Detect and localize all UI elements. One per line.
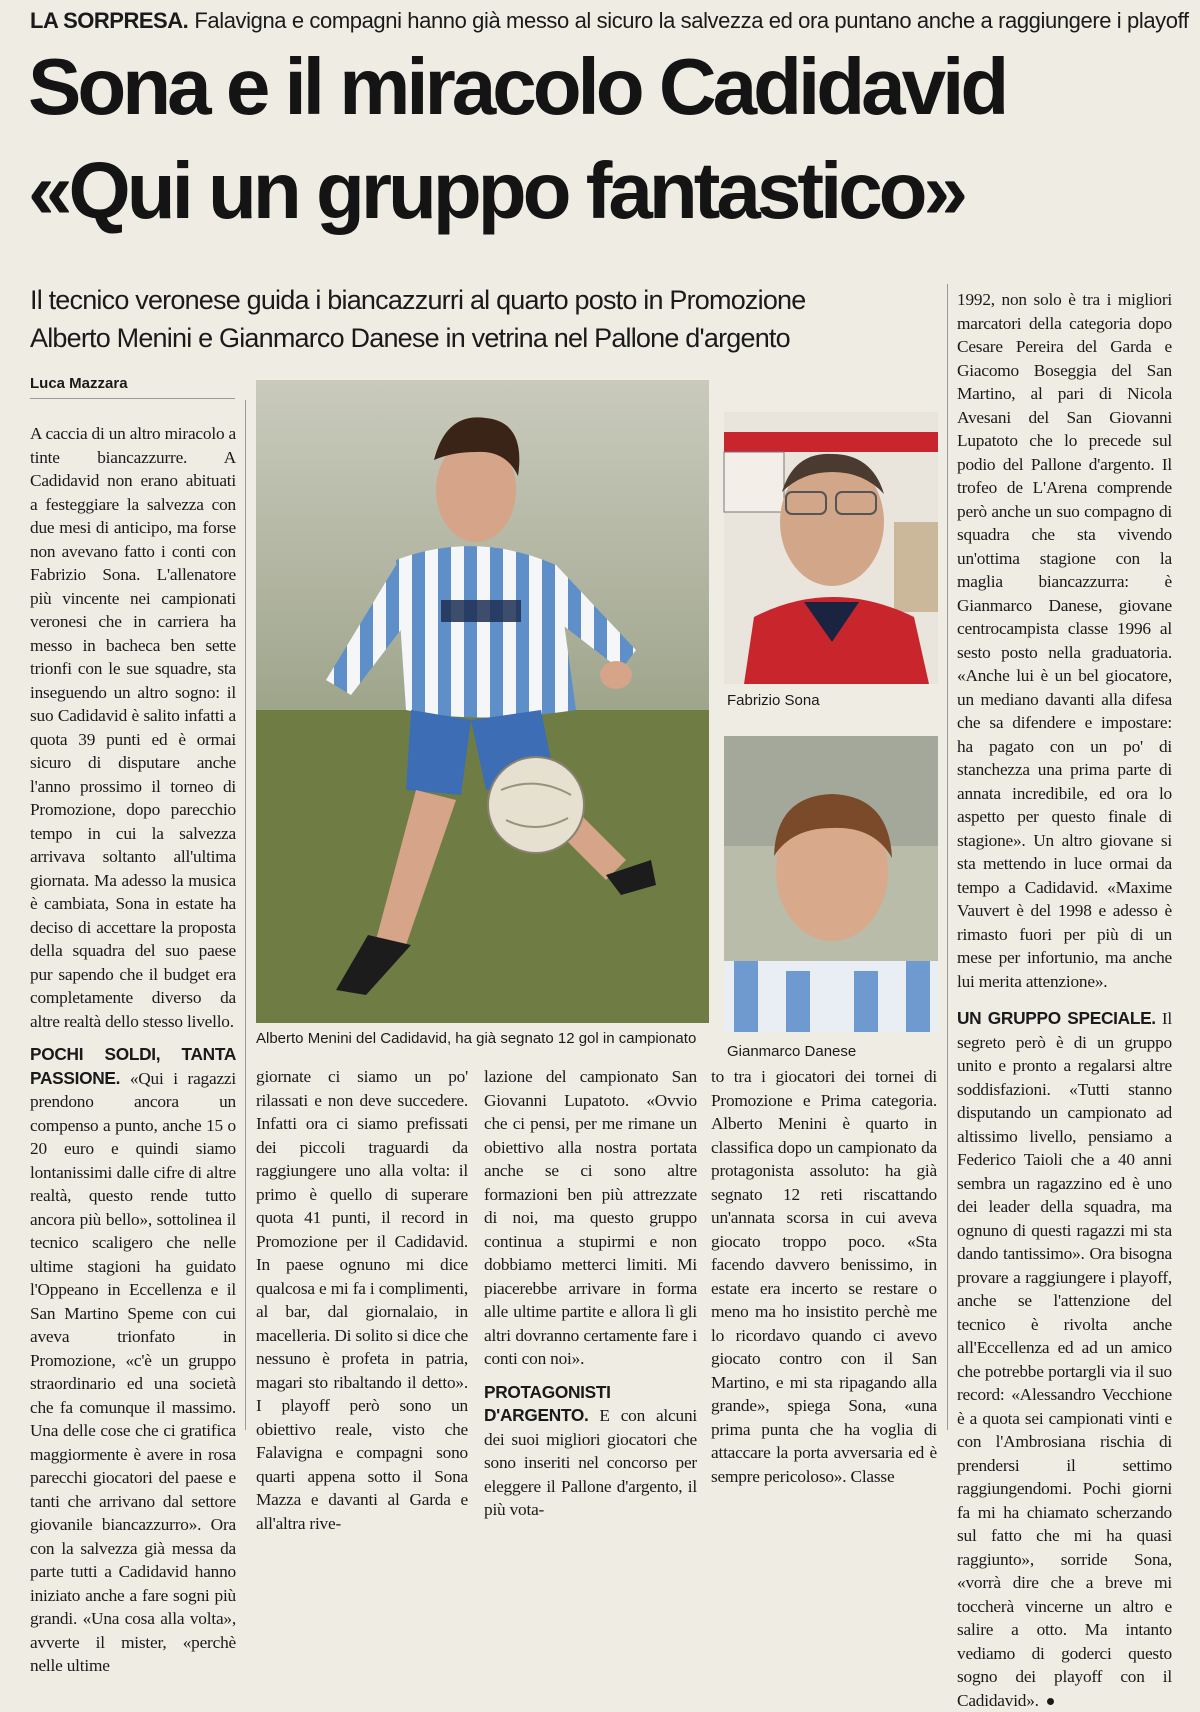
headline-line-1: Sona e il miracolo Cadidavid (28, 42, 1006, 131)
byline: Luca Mazzara (30, 375, 128, 392)
column-4-paragraph: to tra i giocatori dei tornei di Promozione e Prima categoria. Alberto Menini è quarto in classifica dopo un campionato da protagonista assoluto: ha già segnato 12 reti riscattando un'annata scorsa in cui aveva giocato troppo poco. «Sta facendo davvero benissimo, in estate era incerto se restare o meno ma ho insistito perchè me lo ricordavo quando ci avevo giocato contro con il San Martino, e mi sta ripagando alla grande», spiega Sona, «una prima punta che ha voglia di attaccare la porta avversaria ed è sempre pericoloso». Classe (711, 1067, 937, 1486)
main-photo (256, 380, 709, 1023)
column-2-paragraph: giornate ci siamo un po' rilassati e non deve succedere. Infatti ora ci siamo prefissati dei piccoli traguardi da raggiungere uno alla volta: il primo è quello di superare quota 41 punti, il record in Promozione per il Cadidavid. In paese ognuno mi dice qualcosa e mi fa i complimenti, al bar, dal giornalaio, in macelleria. Di solito si dice che nessuno è profeta in patria, magari sto ribaltando il detto». I playoff però sono un obiettivo reale, visto che Falavigna e compagni sono quarti appena sotto il Sona Mazza e davanti al Garda e all'altra rive- (256, 1067, 468, 1533)
byline-rule (30, 398, 235, 399)
column-3-paragraph-2 (484, 1381, 697, 1522)
column-3 (484, 1065, 697, 1519)
kicker-label: LA SORPRESA. (30, 8, 189, 33)
player-photo-caption: Gianmarco Danese (727, 1043, 857, 1060)
column-3-paragraph-2-text: E con alcuni dei suoi migliori giocatori che sono inseriti nel concorso per eleggere il Pallone d'argento, il più vota- (484, 1406, 697, 1519)
coach-photo-illustration (724, 412, 938, 684)
column-4 (711, 1065, 937, 1486)
column-5-paragraph-1: 1992, non solo è tra i migliori marcatori della categoria dopo Cesare Pereira del Garda e Giacomo Boseggia del San Martino, al pari di Nicola Avesani del San Giovanni Lupatoto che lo precede sul podio del Pallone d'argento. Il trofeo de L'Arena comprende però anche un suo compagno di squadra che sta vivendo un'ottima stagione con la maglia biancazzurra: è Gianmarco Danese, giovane centrocampista classe 1996 al sesto posto nella graduatoria. «Anche lui è un bel giocatore, un mediano davanti alla difesa che sa difendere e impostare: ha pagato con un po' di stanchezza una prima parte di annata incredibile, ed ora lo aspetto per questo finale di stagione». Un altro giovane si sta mettendo in luce ormai da tempo a Cadidavid. «Maxime Vauvert è del 1998 e adesso è rimasto fuori per più di un mese per infortunio, ma anche lui merita attenzione». (957, 290, 1172, 991)
main-photo-caption: Alberto Menini del Cadidavid, ha già segnato 12 gol in campionato (256, 1030, 697, 1047)
column-1-paragraph-2-text: «Qui i ragazzi prendono ancora un compenso a punto, anche 15 o 20 euro e quindi siamo lontanissimi dalle cifre di altre realtà, questo rende tutto ancora più bello», sottolinea il tecnico scaligero che nelle ultime stagioni ha guidato l'Oppeano in Eccellenza e il San Martino Speme con cui aveva trionfato in Promozione, «c'è un gruppo straordinario ed una società che fa comunque il massimo. Una delle cose che ci gratifica maggiormente è avere in rosa parecchi giocatori del paese e tanti che arrivano dal settore giovanile biancazzurro». Ora con la salvezza già messa da parte tutti a Cadidavid hanno iniziato anche a fare sogni più grandi. «Una cosa alla volta», avverte il mister, «perchè nelle ultime (30, 1068, 236, 1675)
column-5 (957, 288, 1173, 1710)
column-1 (30, 422, 236, 1675)
column-1-paragraph-1: A caccia di un altro miracolo a tinte biancazzurre. A Cadidavid non erano abituati a festeggiare la salvezza con due mesi di anticipo, ma forse non avevano fatto i conti con Fabrizio Sona. L'allenatore più vincente nei campionati veronesi che in carriera ha messo in bacheca ben sette trionfi con le sue squadre, sta inseguendo un altro sogno: il suo Cadidavid è salito infatti a quota 39 punti ed è ormai sicuro di disputare anche l'anno prossimo il torneo di Promozione, dopo parecchio tempo in cui la salvezza arrivava soltanto all'ultima giornata. Ma adesso la musica è cambiata, Sona in estate ha deciso di accettare la proposta della squadra del suo paese pur sapendo che il budget era completamente diverso da altre realtà dello stesso livello. (30, 424, 236, 1031)
column-1-rule (245, 400, 246, 1430)
coach-photo-caption: Fabrizio Sona (727, 692, 820, 709)
bullet-end-icon (1047, 1698, 1054, 1705)
subhead-protagonisti: PROTAGONISTI D'ARGENTO. (484, 1381, 611, 1425)
column-2 (256, 1065, 468, 1533)
column-5-paragraph-2 (957, 1007, 1172, 1712)
deck-line-1: Il tecnico veronese guida i biancazzurri al quarto posto in Promozione (30, 285, 806, 315)
player-photo (724, 736, 938, 1032)
deck-line-2: Alberto Menini e Gianmarco Danese in vetrina nel Pallone d'argento (30, 323, 790, 353)
column-4-rule (947, 284, 948, 1430)
kicker (30, 8, 1195, 34)
coach-photo (724, 412, 938, 684)
subhead-gruppo-speciale: UN GRUPPO SPECIALE. (957, 1008, 1156, 1028)
subhead-pochi-soldi: POCHI SOLDI, TANTA PASSIONE. (30, 1044, 236, 1088)
main-photo-illustration (256, 380, 709, 1023)
column-1-paragraph-2 (30, 1043, 236, 1678)
headline-line-2: «Qui un gruppo fantastico» (28, 146, 965, 235)
column-3-paragraph-1: lazione del campionato San Giovanni Lupatoto. «Ovvio che ci pensi, per me rimane un obiettivo alla nostra portata anche se ci sono altre formazioni ben più attrezzate di noi, ma questo gruppo continua a stupirmi e non dobbiamo metterci limiti. Mi piacerebbe arrivare in forma alle ultime partite e allora lì gli altri dovranno certamente fare i conti con noi». (484, 1067, 697, 1368)
column-5-paragraph-2-text: Il segreto però è di un gruppo unito e pronto a regalarsi altre soddisfazioni. «Tutti stanno disputando un campionato ad altissimo livello, pensiamo a Federico Taioli che a 40 anni sembra un ragazzino ed è uno dei leader della squadra, ma ognuno di questi ragazzi mi sta dando tantissimo». Ora bisogna provare a raggiungere i playoff, anche se l'attenzione del tecnico è rivolta anche all'Eccellenza ed ad un amico che potrebbe portargli via il suo record: «Alessandro Vecchione è a quota sei campionati vinti e con l'Ambrosiana rischia di prendersi il settimo raggiungendomi. Pochi giorni fa mi ha chiamato scherzando sul fatto che mi ha quasi raggiunto», sorride Sona, «vorrà dire che a breve mi toccherà vincerne un altro e salire a otto. Ma intanto vediamo di goderci questo sogno dei playoff con il Cadidavid». (957, 1009, 1173, 1710)
player-photo-illustration (724, 736, 938, 1032)
kicker-text: Falavigna e compagni hanno già messo al sicuro la salvezza ed ora puntano anche a raggiungere i playoff (194, 8, 1189, 33)
